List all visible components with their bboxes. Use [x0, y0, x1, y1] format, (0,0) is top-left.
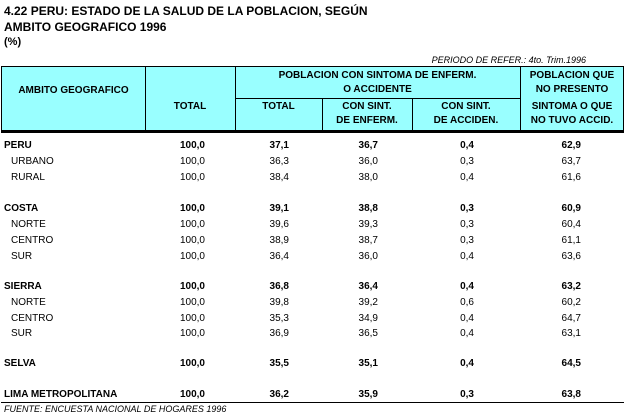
row-label: SUR — [11, 328, 33, 339]
cell-total: 100,0 — [179, 281, 205, 292]
unit-label: (%) — [4, 36, 22, 48]
header-divider — [145, 67, 146, 130]
cell-total: 100,0 — [179, 297, 205, 308]
cell-no-sintoma: 60,4 — [561, 219, 581, 230]
cell-acciden: 0,4 — [460, 140, 474, 151]
cell-sint-total: 35,3 — [269, 313, 289, 324]
cell-acciden: 0,3 — [460, 389, 474, 400]
cell-enferm: 38,8 — [358, 203, 378, 214]
row-label: SIERRA — [4, 281, 42, 292]
table-bottom-rule — [1, 402, 624, 403]
header-sub-total: TOTAL — [262, 101, 295, 112]
cell-no-sintoma: 60,2 — [561, 297, 581, 308]
cell-sint-total: 36,8 — [269, 281, 289, 292]
table-row — [0, 279, 625, 294]
cell-enferm: 36,7 — [358, 140, 378, 151]
table-row — [0, 295, 625, 310]
header-no-sintoma-line2: NO PRESENTO — [535, 84, 609, 95]
cell-sint-total: 36,9 — [269, 328, 289, 339]
table-row — [0, 326, 625, 341]
cell-enferm: 35,1 — [358, 358, 378, 369]
table-row — [0, 233, 625, 248]
header-con-sint-enferm: CON SINT. — [342, 101, 392, 112]
cell-enferm: 36,4 — [358, 281, 378, 292]
cell-sint-total: 36,3 — [269, 156, 289, 167]
cell-no-sintoma: 61,1 — [561, 235, 581, 246]
cell-enferm: 34,9 — [358, 313, 378, 324]
cell-enferm: 36,0 — [358, 156, 378, 167]
row-label: URBANO — [11, 156, 54, 167]
cell-total: 100,0 — [179, 219, 205, 230]
table-row — [0, 249, 625, 264]
cell-total: 100,0 — [179, 140, 205, 151]
header-no-sintoma-line3: SINTOMA O QUE — [531, 101, 613, 112]
cell-enferm: 35,9 — [358, 389, 378, 400]
cell-enferm: 38,7 — [358, 235, 378, 246]
cell-total: 100,0 — [179, 358, 205, 369]
cell-no-sintoma: 63,8 — [561, 389, 581, 400]
header-total: TOTAL — [173, 101, 207, 112]
cell-total: 100,0 — [179, 235, 205, 246]
table-header — [1, 66, 624, 131]
row-label: SELVA — [4, 358, 36, 369]
header-group-sintoma: POBLACION CON SINTOMA DE ENFERM. — [278, 70, 477, 81]
reference-period-note: PERIODO DE REFER.: 4to. Trim.1996 — [431, 55, 586, 65]
row-label: CENTRO — [11, 313, 54, 324]
cell-sint-total: 38,4 — [269, 172, 289, 183]
cell-acciden: 0,6 — [460, 297, 474, 308]
cell-acciden: 0,3 — [460, 203, 474, 214]
header-no-sintoma: POBLACION QUE — [529, 70, 615, 81]
header-con-sint-acciden-line2: DE ACCIDEN. — [433, 115, 499, 126]
row-label: LIMA METROPOLITANA — [4, 389, 118, 400]
cell-total: 100,0 — [179, 156, 205, 167]
cell-sint-total: 39,8 — [269, 297, 289, 308]
source-note: FUENTE: ENCUESTA NACIONAL DE HOGARES 1996 — [4, 404, 227, 414]
table-row — [0, 387, 625, 402]
cell-acciden: 0,3 — [460, 156, 474, 167]
cell-enferm: 39,3 — [358, 219, 378, 230]
cell-sint-total: 36,2 — [269, 389, 289, 400]
cell-sint-total: 38,9 — [269, 235, 289, 246]
table-title-continued: AMBITO GEOGRAFICO 1996 — [4, 20, 167, 34]
cell-sint-total: 39,6 — [269, 219, 289, 230]
table-row — [0, 311, 625, 326]
cell-total: 100,0 — [179, 389, 205, 400]
cell-acciden: 0,4 — [460, 172, 474, 183]
cell-enferm: 39,2 — [358, 297, 378, 308]
table-row — [0, 170, 625, 185]
cell-no-sintoma: 64,7 — [561, 313, 581, 324]
header-con-sint-enferm-line2: DE ENFERM. — [336, 115, 398, 126]
cell-acciden: 0,3 — [460, 219, 474, 230]
cell-sint-total: 36,4 — [269, 251, 289, 262]
row-label: RURAL — [11, 172, 45, 183]
cell-sint-total: 39,1 — [269, 203, 289, 214]
cell-sint-total: 37,1 — [269, 140, 289, 151]
cell-acciden: 0,4 — [460, 328, 474, 339]
row-label: COSTA — [4, 203, 39, 214]
header-group-sintoma-line2: O ACCIDENTE — [343, 84, 412, 95]
table-title: 4.22 PERU: ESTADO DE LA SALUD DE LA POBLACION, SEGÚN — [4, 4, 368, 18]
cell-total: 100,0 — [179, 328, 205, 339]
cell-enferm: 36,0 — [358, 251, 378, 262]
row-label: NORTE — [11, 219, 46, 230]
cell-no-sintoma: 62,9 — [561, 140, 581, 151]
cell-no-sintoma: 63,6 — [561, 251, 581, 262]
table-row — [0, 201, 625, 216]
cell-acciden: 0,4 — [460, 313, 474, 324]
row-label: SUR — [11, 251, 33, 262]
table-row — [0, 356, 625, 371]
cell-no-sintoma: 61,6 — [561, 172, 581, 183]
header-bottom-rule — [1, 131, 624, 133]
row-label: PERU — [4, 140, 32, 151]
header-no-sintoma-line4: NO TUVO ACCID. — [530, 115, 614, 126]
cell-no-sintoma: 63,7 — [561, 156, 581, 167]
cell-total: 100,0 — [179, 313, 205, 324]
cell-total: 100,0 — [179, 251, 205, 262]
cell-no-sintoma: 63,2 — [561, 281, 581, 292]
cell-sint-total: 35,5 — [269, 358, 289, 369]
cell-acciden: 0,3 — [460, 235, 474, 246]
header-ambito-geografico: AMBITO GEOGRAFICO — [18, 85, 129, 96]
cell-total: 100,0 — [179, 203, 205, 214]
row-label: CENTRO — [11, 235, 54, 246]
cell-enferm: 38,0 — [358, 172, 378, 183]
header-con-sint-acciden: CON SINT. — [441, 101, 491, 112]
cell-no-sintoma: 63,1 — [561, 328, 581, 339]
cell-acciden: 0,4 — [460, 358, 474, 369]
cell-total: 100,0 — [179, 172, 205, 183]
cell-enferm: 36,5 — [358, 328, 378, 339]
cell-acciden: 0,4 — [460, 251, 474, 262]
header-divider — [235, 98, 520, 99]
table-row — [0, 154, 625, 169]
cell-acciden: 0,4 — [460, 281, 474, 292]
table-row — [0, 217, 625, 232]
cell-no-sintoma: 60,9 — [561, 203, 581, 214]
cell-no-sintoma: 64,5 — [561, 358, 581, 369]
table-row — [0, 138, 625, 153]
row-label: NORTE — [11, 297, 46, 308]
